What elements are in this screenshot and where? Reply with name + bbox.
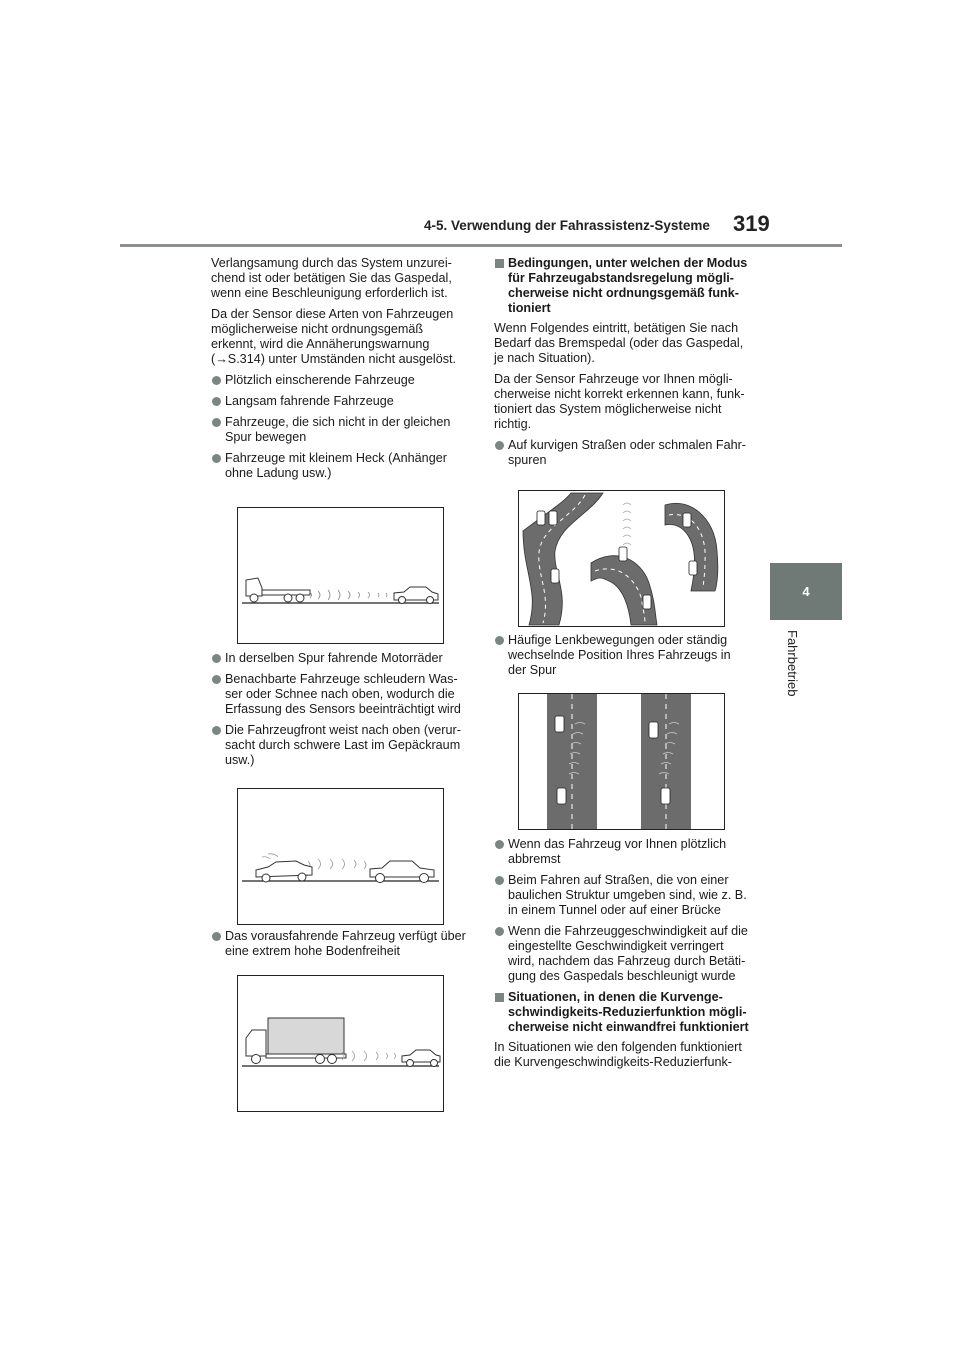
right-column-top	[494, 256, 750, 474]
bullet-item: Fahrzeuge, die sich nicht in der gleichen Spur bewegen	[211, 415, 467, 445]
bullet-icon	[212, 726, 221, 735]
car-icon	[557, 788, 566, 804]
car-icon	[661, 788, 670, 804]
car-icon	[537, 511, 545, 525]
left-column-middle	[211, 651, 467, 774]
paragraph: Wenn Folgendes eintritt, betätigen Sie nach Bedarf das Bremspedal (oder das Gaspedal, je nach Situation).	[494, 321, 744, 365]
bullet-item: Wenn das Fahrzeug vor Ihnen plötzlich abbremst	[494, 837, 750, 867]
car-icon	[683, 513, 691, 527]
figure-curved-roads-illustration	[518, 490, 725, 627]
bullet-icon	[212, 418, 221, 427]
bullet-item: Plötzlich einscherende Fahrzeuge	[211, 373, 467, 388]
figure-front-raised-illustration	[237, 788, 444, 925]
car-icon	[402, 1050, 440, 1067]
chapter-label	[786, 630, 806, 720]
car-icon	[370, 861, 434, 883]
bullet-icon	[495, 441, 504, 450]
car-icon	[643, 595, 651, 609]
page-number: 319	[733, 211, 770, 236]
bullet-item: Wenn die Fahrzeuggeschwindigkeit auf die eingestellte Geschwindigkeit verringert wird, nachdem das Fahrzeug durch Betäti-gung des Gaspedals beschleunigt wurde	[494, 924, 750, 984]
bullet-item: Beim Fahren auf Straßen, die von einer baulichen Struktur umgeben sind, wie z. B. in einem Tunnel oder auf einer Brücke	[494, 873, 750, 918]
car-icon	[256, 861, 312, 882]
square-bullet-icon	[495, 993, 504, 1002]
bullet-item: Die Fahrzeugfront weist nach oben (verur-sacht durch schwere Last im Gepäckraum usw.)	[211, 723, 467, 768]
car-icon	[689, 561, 697, 575]
chapter-number-tab: 4	[770, 563, 842, 620]
bullet-item: Benachbarte Fahrzeuge schleudern Was-ser oder Schnee nach oben, wodurch die Erfassung des Sensors beeinträchtigt wird	[211, 672, 467, 717]
figure-high-clearance-illustration	[237, 975, 444, 1112]
intro-paragraph: Verlangsamung durch das System unzurei-chend ist oder betätigen Sie das Gaspedal, wenn eine Beschleunigung erforderlich ist.	[211, 256, 452, 300]
bullet-item: Langsam fahrende Fahrzeuge	[211, 394, 467, 409]
truck-icon	[246, 1018, 346, 1064]
bullet-icon	[212, 454, 221, 463]
bullet-item: Fahrzeuge mit kleinem Heck (Anhänger ohne Ladung usw.)	[211, 451, 467, 481]
car-icon	[555, 716, 564, 732]
car-icon	[394, 587, 438, 604]
car-icon	[619, 547, 627, 561]
car-icon	[551, 569, 559, 583]
bullet-icon	[212, 397, 221, 406]
bullet-icon	[212, 675, 221, 684]
left-column-top	[211, 256, 467, 487]
bullet-icon	[495, 927, 504, 936]
car-icon	[549, 511, 557, 525]
figure-lane-position-illustration	[518, 693, 725, 830]
left-column-bottom	[211, 929, 467, 965]
truck-icon	[246, 578, 310, 602]
section-title: 4-5. Verwendung der Fahrassistenz-Systeme	[424, 218, 710, 233]
section-heading: Situationen, in denen die Kurvenge-schwindigkeits-Reduzierfunktion mögli-cherweise nicht einwandfrei funktioniert	[494, 990, 750, 1035]
bullet-item: In derselben Spur fahrende Motorräder	[211, 651, 467, 666]
car-icon	[649, 722, 658, 738]
header-divider	[120, 244, 842, 247]
paragraph: Da der Sensor Fahrzeuge vor Ihnen mögli-cherweise nicht korrekt erkennen kann, funk-tioniert das System möglicherweise nicht richtig.	[494, 372, 745, 431]
right-column-steering	[494, 633, 750, 684]
bullet-icon	[495, 636, 504, 645]
section-heading: Bedingungen, unter welchen der Modus für Fahrzeugabstandsregelung mögli-cherweise nicht ordnungsgemäß funk-tioniert	[494, 256, 750, 316]
bullet-item: Auf kurvigen Straßen oder schmalen Fahr-spuren	[494, 438, 750, 468]
figure-trailer-illustration	[237, 507, 444, 644]
paragraph: In Situationen wie den folgenden funktioniert die Kurvengeschwindigkeits-Reduzierfunk-	[494, 1040, 742, 1069]
bullet-icon	[212, 932, 221, 941]
chapter-label-text: Fahrbetrieb	[785, 630, 800, 697]
bullet-icon	[212, 654, 221, 663]
bullet-item: Häufige Lenkbewegungen oder ständig wechselnde Position Ihres Fahrzeugs in der Spur	[494, 633, 750, 678]
bullet-icon	[212, 376, 221, 385]
bullet-icon	[495, 840, 504, 849]
right-column-bottom	[494, 837, 750, 1076]
square-bullet-icon	[495, 259, 504, 268]
sensor-paragraph: Da der Sensor diese Arten von Fahrzeugen möglicherweise nicht ordnungsgemäß erkennt, wird die Annäherungswarnung (→S.314) unter Umständen nicht ausgelöst.	[211, 307, 457, 366]
bullet-item: Das vorausfahrende Fahrzeug verfügt über eine extrem hohe Bodenfreiheit	[211, 929, 467, 959]
bullet-icon	[495, 876, 504, 885]
